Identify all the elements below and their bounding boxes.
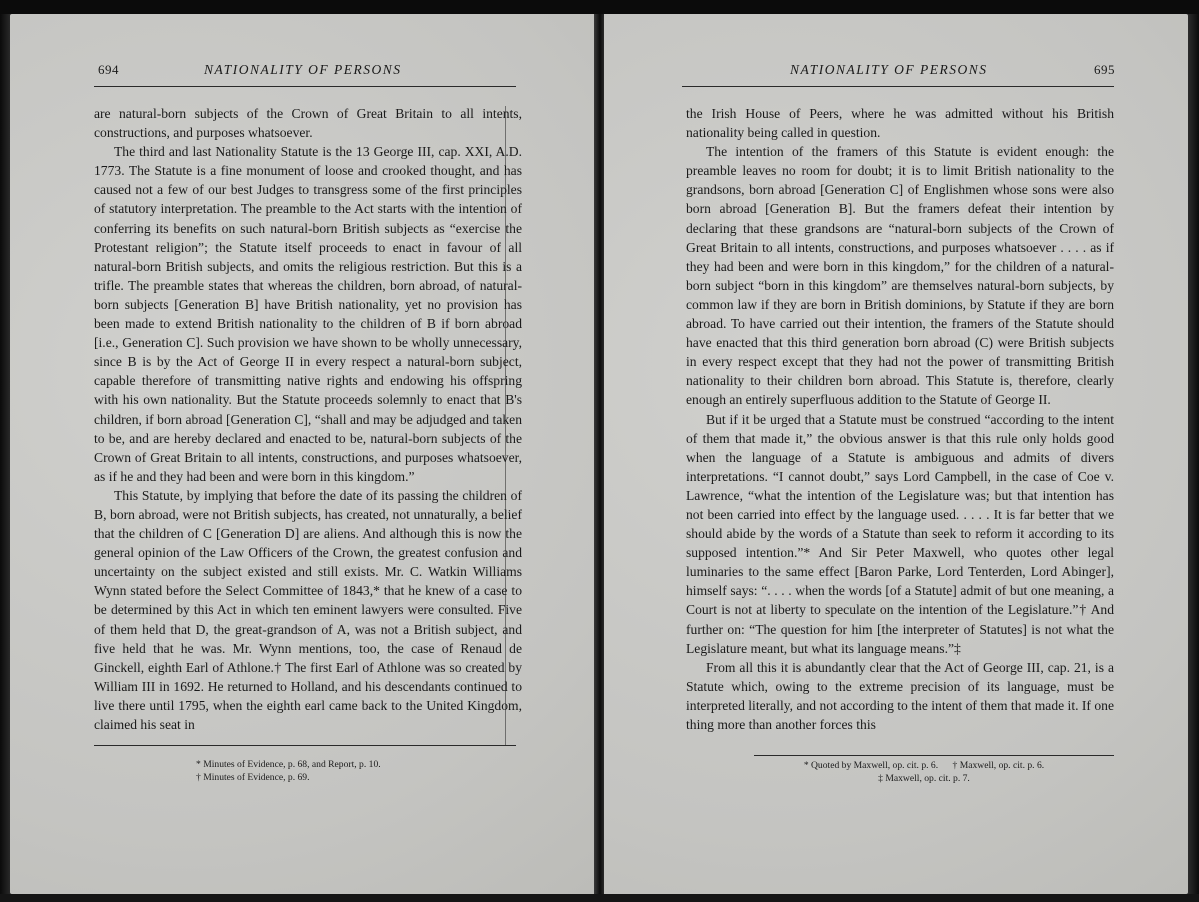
- right-page: [604, 14, 1188, 894]
- left-paragraph-3: This Statute, by implying that before the date of its passing the children of B, born abroad, were not British subjects, has created, not unnaturally, a belief that the children of C [Generation D] are aliens. And although this is now the general opinion of the Law Officers of the Crown, the greatest confusion and uncertainty on the subject existed and still exists. Mr. C. Watkin Williams Wynn stated before the Select Committee of 1843,* that he knew of a case to be determined by this Act in which ten eminent lawyers were consulted. Five of them held that D, the great-grandson of A, was not a British subject, and five held that he was. Mr. Wynn mentions, too, the case of Renaud de Ginckell, eighth Earl of Athlone.† The first Earl of Athlone was so created by William III in 1692. He returned to Holland, and his descendants continued to live there until 1795, when the eighth earl came back to the United Kingdom, claimed his seat in: [94, 487, 522, 732]
- scan-top-border: [0, 0, 1199, 14]
- right-footnote-rule: [754, 755, 1114, 756]
- left-paragraph-2: The third and last Nationality Statute is the 13 George III, cap. XXI, A.D. 1773. The Statute is a fine monument of loose and crooked thought, and has caused not a few of our best Judges to transgress some of the first principles of statutory interpretation. The preamble to the Act starts with the intention of conferring its benefits on such natural-born British subjects as “exercise the Protestant religion”; the Statute itself proceeds to enact in favour of all natural-born British subjects, and omits the religious restriction. But this is a trifle. The preamble states that whereas the children, born abroad, of natural-born subjects [Generation B] have British nationality, yet no provision has been made to extend British nationality to the children of B if born abroad [i.e., Generation C]. Such provision we have shown to be wholly unnecessary, since B is by the Act of George II in every respect a natural-born subject, capable therefore of transmitting native rights and endowing his offspring with his own nationality. But the Statute proceeds solemnly to enact that B's children, if born abroad [Generation C], “shall and may be adjudged and taken to be, and are hereby declared and enacted to be, natural-born subjects of the Crown of Great Britain to all intents, constructions, and purposes whatsoever, as if he and they had been and were born in this kingdom.”: [94, 144, 522, 484]
- right-paragraph-2: The intention of the framers of this Statute is evident enough: the preamble leaves no room for doubt; it is to limit British nationality to the grandsons, born abroad [Generation C] of Englishmen whose sons were also born abroad [Generation B]. But the framers defeat their intention by declaring that these grandsons are “natural-born subjects of the Crown of Great Britain to all intents, constructions, and purposes whatsoever . . . . as if they had been and were born in this kingdom,” for the children of a natural-born subject “born in this kingdom” are themselves natural-born subjects, by common law if they are born in British dominions, by Statute if they are born abroad. To have carried out their intention, the framers of the Statute should have enacted that this third generation born abroad (C) were British subjects in every respect except that they had not the power of transmitting British nationality to their children born abroad. This Statute is, therefore, clearly enough an entirely superfluous addition to the Statute of George II.: [686, 144, 1114, 408]
- right-page-number: 695: [1094, 62, 1115, 77]
- right-paragraph-1: the Irish House of Peers, where he was admitted without his British nationality being called in question.: [686, 106, 1114, 141]
- right-header-rule: [682, 86, 1114, 87]
- left-page: [10, 14, 595, 894]
- right-footnote-1: * Quoted by Maxwell, op. cit. p. 6. † Maxwell, op. cit. p. 6.: [803, 760, 1045, 771]
- left-running-title: NATIONALITY OF PERSONS: [204, 62, 402, 77]
- right-footnote-2: ‡ Maxwell, op. cit. p. 7.: [878, 772, 970, 784]
- left-footnote-2: † Minutes of Evidence, p. 69.: [196, 771, 310, 783]
- scan-right-edge: [1187, 14, 1199, 894]
- left-footnotes: [196, 759, 516, 784]
- left-header-rule: [94, 86, 516, 87]
- right-footnotes: [734, 760, 1114, 785]
- left-footnote-1: * Minutes of Evidence, p. 68, and Report, p. 10.: [196, 759, 381, 770]
- right-paragraph-3: But if it be urged that a Statute must be construed “according to the intent of them that made it,” the obvious answer is that this rule only holds good when the language of a Statute is ambiguous and admits of divers interpretations. “I cannot doubt,” says Lord Campbell, in the case of Coe v. Lawrence, “what the intention of the Legislature was; but that intention has not been carried into effect by the language used. . . . . It is far better that we should abide by the words of a Statute than seek to reform it according to its supposed intention.”* And Sir Peter Maxwell, who quotes other legal luminaries to the same effect [Baron Parke, Lord Tenterden, Lord Abinger], himself says: “. . . . when the words [of a Statute] admit of but one meaning, a Court is not at liberty to speculate on the intention of the Legislature.”† And further on: “The question for him [the interpreter of Statutes] is not what the Legislature meant, but what its language means.”‡: [686, 411, 1114, 656]
- right-running-title: NATIONALITY OF PERSONS: [790, 62, 988, 77]
- left-footnote-rule: [94, 745, 516, 746]
- right-paragraph-4: From all this it is abundantly clear that the Act of George III, cap. 21, is a Statute which, owing to the extreme precision of its language, must be interpreted literally, and not according to the intent of them that made it. If one thing more than another forces this: [686, 659, 1114, 732]
- left-page-number: 694: [98, 62, 119, 77]
- right-body-text: [686, 104, 1114, 734]
- left-paragraph-1: are natural-born subjects of the Crown of Great Britain to all intents, constructions, and purposes whatsoever.: [94, 106, 522, 141]
- left-body-text: [94, 104, 522, 734]
